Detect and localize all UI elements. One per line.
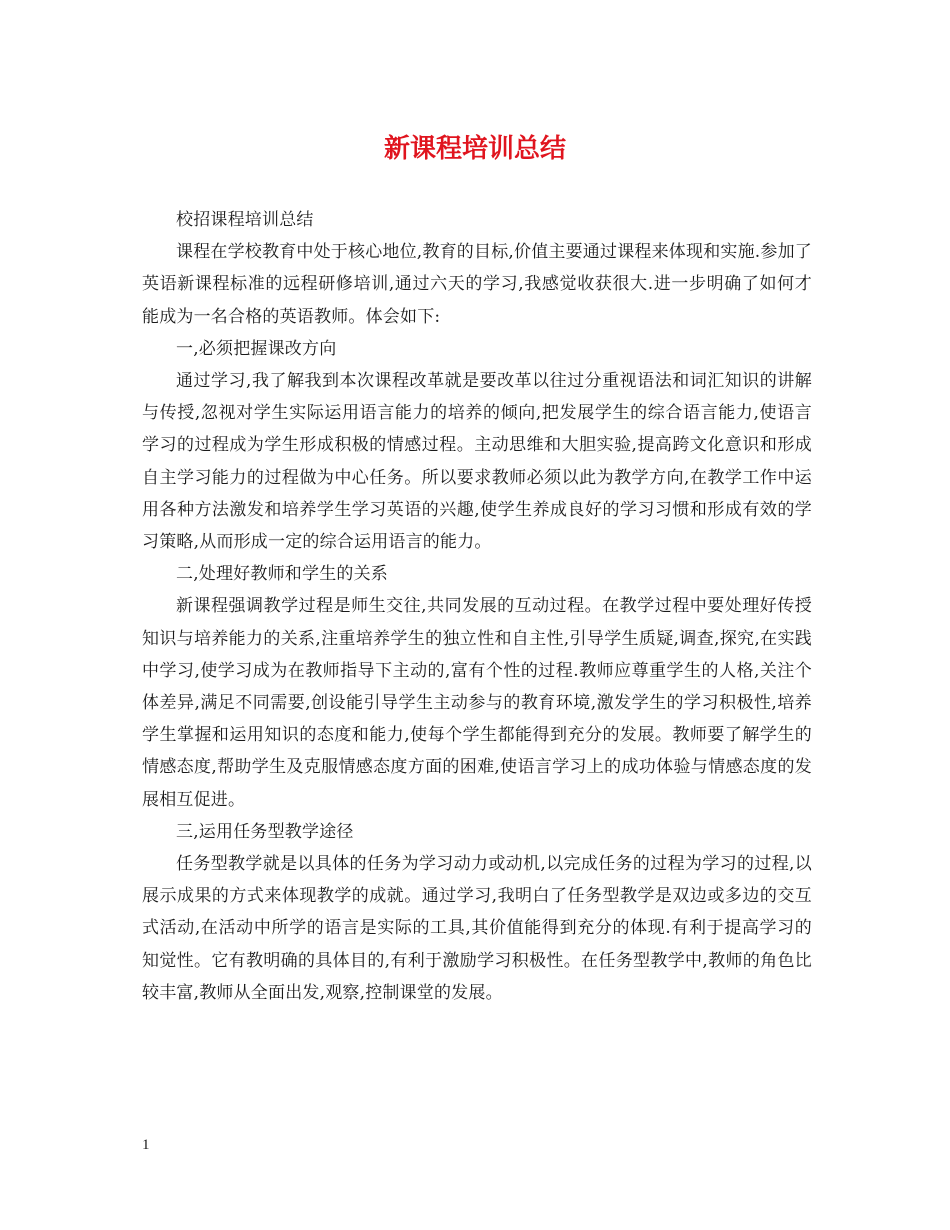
section-heading-3: 三,运用任务型教学途径 [176,821,354,842]
section-heading-1: 一,必须把握课改方向 [176,338,337,359]
intro-paragraph: 课程在学校教育中处于核心地位,教育的目标,价值主要通过课程来体现和实施.参加了英语新课程标准的远程研修培训,通过六天的学习,我感觉收获很大.进一步明确了如何才能成为一名合格的英语教师。体会如下: [142,242,813,327]
section-paragraph-3: 任务型教学就是以具体的任务为学习动力或动机,以完成任务的过程为学习的过程,以展示成果的方式来体现教学的成就。通过学习,我明白了任务型教学是双边或多边的交互式活动,在活动中所学的语言是实际的工具,其价值能得到充分的体现.有利于提高学习的知觉性。它有教明确的具体目的,有利于激励学习积极性。在任务型教学中,教师的角色比较丰富,教师从全面出发,观察,控制课堂的发展。 [142,854,812,1003]
section-paragraph-1: 通过学习,我了解我到本次课程改革就是要改革以往过分重视语法和词汇知识的讲解与传授,忽视对学生实际运用语言能力的培养的倾向,把发展学生的综合语言能力,使语言学习的过程成为学生形成积极的情感过程。主动思维和大胆实验,提高跨文化意识和形成自主学习能力的过程做为中心任务。所以要求教师必须以此为教学方向,在教学工作中运用各种方法激发和培养学生学习英语的兴趣,使学生养成良好的学习习惯和形成有效的学习策略,从而形成一定的综合运用语言的能力。 [142,371,812,553]
section-paragraph-2: 新课程强调教学过程是师生交往,共同发展的互动过程。在教学过程中要处理好传授知识与培养能力的关系,注重培养学生的独立性和自主性,引导学生质疑,调查,探究,在实践中学习,使学习成为在教师指导下主动的,富有个性的过程.教师应尊重学生的人格,关注个体差异,满足不同需要,创设能引导学生主动参与的教育环境,激发学生的学习积极性,培养学生掌握和运用知识的态度和能力,使每个学生都能得到充分的发展。教师要了解学生的情感态度,帮助学生及克服情感态度方面的困难,使语言学习上的成功体验与情感态度的发展相互促进。 [142,596,812,810]
section-heading-2: 二,处理好教师和学生的关系 [176,564,389,585]
subtitle-paragraph: 校招课程培训总结 [176,210,314,230]
document-title: 新课程培训总结 [383,134,566,164]
page-number: 1 [142,1137,150,1153]
document-body [142,204,812,1009]
